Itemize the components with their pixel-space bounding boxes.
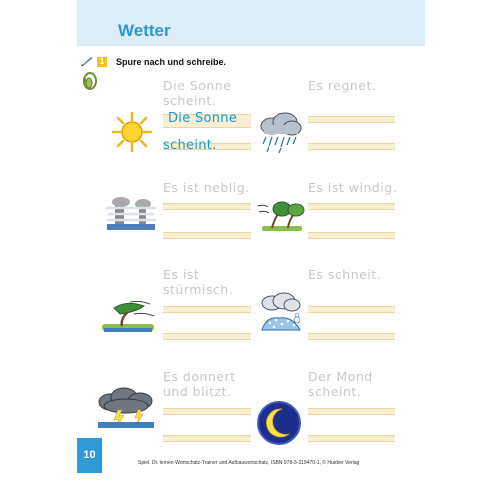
moon-icon bbox=[256, 400, 302, 446]
exercise-5-trace-line2: stürmisch. bbox=[163, 282, 234, 297]
task-instruction: Spure nach und schreibe. bbox=[116, 57, 227, 67]
exercise-7-writing-line bbox=[163, 435, 251, 442]
thunderstorm-icon bbox=[96, 386, 156, 430]
page-title: Wetter bbox=[118, 21, 171, 40]
exercise-5-writing-line bbox=[163, 306, 251, 313]
exercise-6-writing-line bbox=[308, 333, 395, 340]
exercise-4-trace-line1: Es ist windig. bbox=[308, 180, 398, 195]
exercise-7-writing-line bbox=[163, 408, 251, 415]
exercise-6-trace-line1: Es schneit. bbox=[308, 267, 382, 282]
fog-icon bbox=[105, 196, 157, 234]
exercise-8-writing-line bbox=[308, 408, 395, 415]
exercise-7-trace-line1: Es donnert bbox=[163, 369, 236, 384]
exercise-3-writing-line bbox=[163, 232, 251, 239]
sun-icon bbox=[110, 110, 154, 154]
exercise-5-writing-line bbox=[163, 333, 251, 340]
exercise-7-trace-line2: und blitzt. bbox=[163, 384, 232, 399]
exercise-2-writing-line bbox=[308, 116, 395, 123]
exercise-1-trace-line1: Die Sonne bbox=[163, 78, 232, 93]
rain-cloud-icon bbox=[254, 110, 304, 154]
exercise-4-writing-line bbox=[308, 203, 395, 210]
exercise-2-writing-line bbox=[308, 143, 395, 150]
exercise-4-writing-line bbox=[308, 232, 395, 239]
exercise-1-handwriting-line1: Die Sonne bbox=[168, 111, 238, 126]
exercise-6-writing-line bbox=[308, 306, 395, 313]
snow-cloud-icon bbox=[256, 292, 304, 332]
exercise-3-writing-line bbox=[163, 203, 251, 210]
exercise-3-trace-line1: Es ist neblig. bbox=[163, 180, 250, 195]
footer-credit: Spiel. Dt. lernen-Wortschatz-Trainer und Aufbauwortschatz, ISBN 978-3-319470-1, © Hueber Verlag bbox=[138, 460, 360, 466]
exercise-8-trace-line2: scheint. bbox=[308, 384, 362, 399]
headset-icon bbox=[81, 70, 99, 92]
exercise-8-writing-line bbox=[308, 435, 395, 442]
page-number: 10 bbox=[83, 449, 96, 461]
storm-icon bbox=[100, 298, 158, 334]
exercise-8-trace-line1: Der Mond bbox=[308, 369, 373, 384]
pencil-icon bbox=[80, 57, 94, 67]
exercise-1-trace-line2: scheint. bbox=[163, 93, 217, 108]
exercise-5-trace-line1: Es ist bbox=[163, 267, 200, 282]
exercise-2-trace-line1: Es regnet. bbox=[308, 78, 377, 93]
task-number-badge: 1 bbox=[97, 57, 107, 67]
windy-trees-icon bbox=[256, 198, 306, 234]
exercise-1-handwriting-line2: scheint. bbox=[163, 138, 217, 153]
